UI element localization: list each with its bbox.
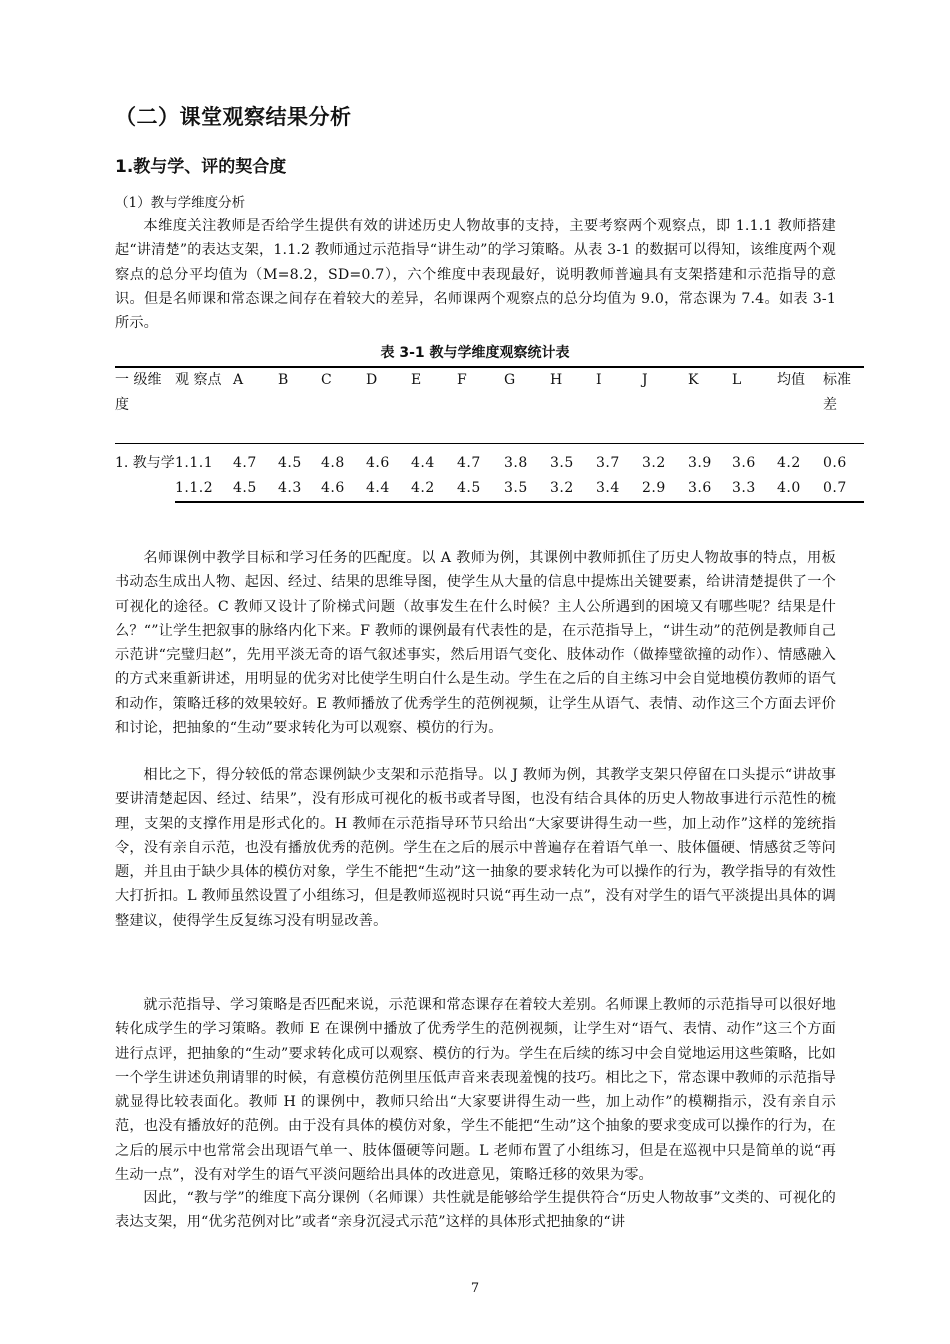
paragraph-demonstration: 就示范指导、学习策略是否匹配来说，示范课和常态课存在着较大差别。名师课上教师的示范指导可以很好地转化成学生的学习策略。教师 E 在课例中播放了优秀学生的范例视频，让学生对“语气、表情、动作”这三个方面进行点评，把抽象的“生动”要求转化成可以观察、模仿的行为。学生在后续的练习中会自觉地运用这些策略，比如一个学生讲述负荆请罪的时候，有意模仿范例里压低声音来表现羞愧的技巧。相比之下，常态课中教师的示范指导就显得比较表面化。教师 H 的课例中，教师只给出“大家要讲得生动一些，加上动作”的模糊指示，没有亲自示范，也没有播放好的范例。由于没有具体的模仿对象，学生不能把“生动”这个抽象的要求变成可以操作的行为，在之后的展示中也常常会出现语气单一、肢体僵硬等问题。L 老师布置了小组练习，但是在巡视中只是简单的说“再生动一点”，没有对学生的语气平淡问题给出具体的改进意见，策略迁移的效果为零。 <box>115 997 836 1184</box>
header-cell: B <box>278 367 321 443</box>
header-cell: C <box>321 367 366 443</box>
table-row <box>115 476 864 502</box>
value-cell: 3.6 <box>732 443 777 476</box>
value-cell: 4.8 <box>321 443 366 476</box>
section-heading: （二）课堂观察结果分析 <box>115 105 352 129</box>
value-cell: 4.3 <box>278 476 321 502</box>
value-cell: 4.2 <box>411 476 457 502</box>
point-cell: 1.1.2 <box>175 476 233 502</box>
observation-table <box>115 366 864 503</box>
value-cell: 3.3 <box>732 476 777 502</box>
value-cell: 3.5 <box>550 443 596 476</box>
page-number: 7 <box>470 1281 480 1296</box>
value-cell: 2.9 <box>642 476 688 502</box>
mean-cell: 4.2 <box>777 443 823 476</box>
value-cell: 3.4 <box>596 476 642 502</box>
value-cell: 4.5 <box>457 476 504 502</box>
header-cell: 观 察点 <box>175 367 233 443</box>
paragraph-regular-lessons: 相比之下，得分较低的常态课例缺少支架和示范指导。以 J 教师为例，其教学支架只停留在口头提示“讲故事要讲清楚起因、经过、结果”，没有形成可视化的板书或者导图，也没有结合具体的历史人物故事进行示范性的梳理，支架的支撑作用是形式化的。H 教师在示范指导环节只给出“大家要讲得生动一些，加上动作”这样的笼统指令，没有亲自示范，也没有播放优秀的范例。学生在之后的展示中普遍存在着语气单一、肢体僵硬、情感贫乏等问题，并且由于缺少具体的模仿对象，学生不能把“生动”这一抽象的要求转化为可以操作的行为，教学指导的有效性大打折扣。L 教师虽然设置了小组练习，但是教师巡视时只说“再生动一点”，没有对学生的语气平淡提出具体的调整建议，使得学生反复练习没有明显改善。 <box>115 767 836 929</box>
header-cell: K <box>688 367 732 443</box>
value-cell: 4.7 <box>233 443 278 476</box>
value-cell: 3.2 <box>550 476 596 502</box>
value-cell: 4.6 <box>321 476 366 502</box>
value-cell: 4.5 <box>233 476 278 502</box>
header-cell: A <box>233 367 278 443</box>
header-cell: J <box>642 367 688 443</box>
paragraph-intro: 本维度关注教师是否给学生提供有效的讲述历史人物故事的支持，主要考察两个观察点，即 1.1.1 教师搭建起“讲清楚”的表达支架，1.1.2 教师通过示范指导“讲生动”的学习策略。从表 3-1 的数据可以得知，该维度两个观察点的总分平均值为（M=8.2，SD=0.7），六个维度中表现最好，说明教师普遍具有支架搭建和示范指导的意识。但是名师课和常态课之间存在着较大的差异，名师课两个观察点的总分均值为 9.0，常态课为 7.4。如表 3-1 所示。 <box>115 218 836 332</box>
paragraph-conclusion: 因此，“教与学”的维度下高分课例（名师课）共性就是能够给学生提供符合“历史人物故事”文类的、可视化的表达支架，用“优劣范例对比”或者“亲身沉浸式示范”这样的具体形式把抽象的“讲 <box>115 1190 836 1231</box>
sd-cell: 0.7 <box>823 476 864 502</box>
value-cell: 3.2 <box>642 443 688 476</box>
value-cell: 3.7 <box>596 443 642 476</box>
value-cell: 4.7 <box>457 443 504 476</box>
value-cell: 3.9 <box>688 443 732 476</box>
value-cell: 4.4 <box>411 443 457 476</box>
header-cell: D <box>366 367 411 443</box>
value-cell: 3.8 <box>504 443 550 476</box>
header-cell: 一 级维度 <box>115 367 175 443</box>
header-cell: L <box>732 367 777 443</box>
value-cell: 4.6 <box>366 443 411 476</box>
header-cell: I <box>596 367 642 443</box>
header-cell: H <box>550 367 596 443</box>
header-cell: 标准差 <box>823 367 864 443</box>
value-cell: 4.5 <box>278 443 321 476</box>
table-row <box>115 443 864 476</box>
paragraph-model-lessons: 名师课例中教学目标和学习任务的匹配度。以 A 教师为例，其课例中教师抓住了历史人物故事的特点，用板书动态生成出人物、起因、经过、结果的思维导图，使学生从大量的信息中提炼出关键要素，给讲清楚提供了一个可视化的途径。C 教师又设计了阶梯式问题（故事发生在什么时候？主人公所遇到的困境又有哪些呢？结果是什么？“”让学生把叙事的脉络内化下来。F 教师的课例最有代表性的是，在示范指导上，“讲生动”的范例是教师自己示范讲“完璧归赵”，先用平淡无奇的语气叙述事实，然后用语气变化、肢体动作（做捧璧欲撞的动作）、情感融入的方式来重新讲述，用明显的优劣对比使学生明白什么是生动。学生在之后的自主练习中会自觉地模仿教师的语气和动作，策略迁移的效果较好。E 教师播放了优秀学生的范例视频，让学生从语气、表情、动作这三个方面去评价和讨论，把抽象的“生动”要求转化为可以观察、模仿的行为。 <box>115 550 836 737</box>
header-cell: F <box>457 367 504 443</box>
point-cell: 1.1.1 <box>175 443 233 476</box>
sd-cell: 0.6 <box>823 443 864 476</box>
value-cell: 3.5 <box>504 476 550 502</box>
subsection-heading: 1.教与学、评的契合度 <box>115 157 287 177</box>
value-cell: 4.4 <box>366 476 411 502</box>
sub-subsection-heading: （1）教与学维度分析 <box>115 195 246 211</box>
header-cell: G <box>504 367 550 443</box>
table-caption: 表 3-1 教与学维度观察统计表 <box>380 345 570 361</box>
table-header-row <box>115 367 864 443</box>
value-cell: 3.6 <box>688 476 732 502</box>
header-cell: 均值 <box>777 367 823 443</box>
header-cell: E <box>411 367 457 443</box>
dimension-cell: 1. 教与学 <box>115 443 175 502</box>
mean-cell: 4.0 <box>777 476 823 502</box>
